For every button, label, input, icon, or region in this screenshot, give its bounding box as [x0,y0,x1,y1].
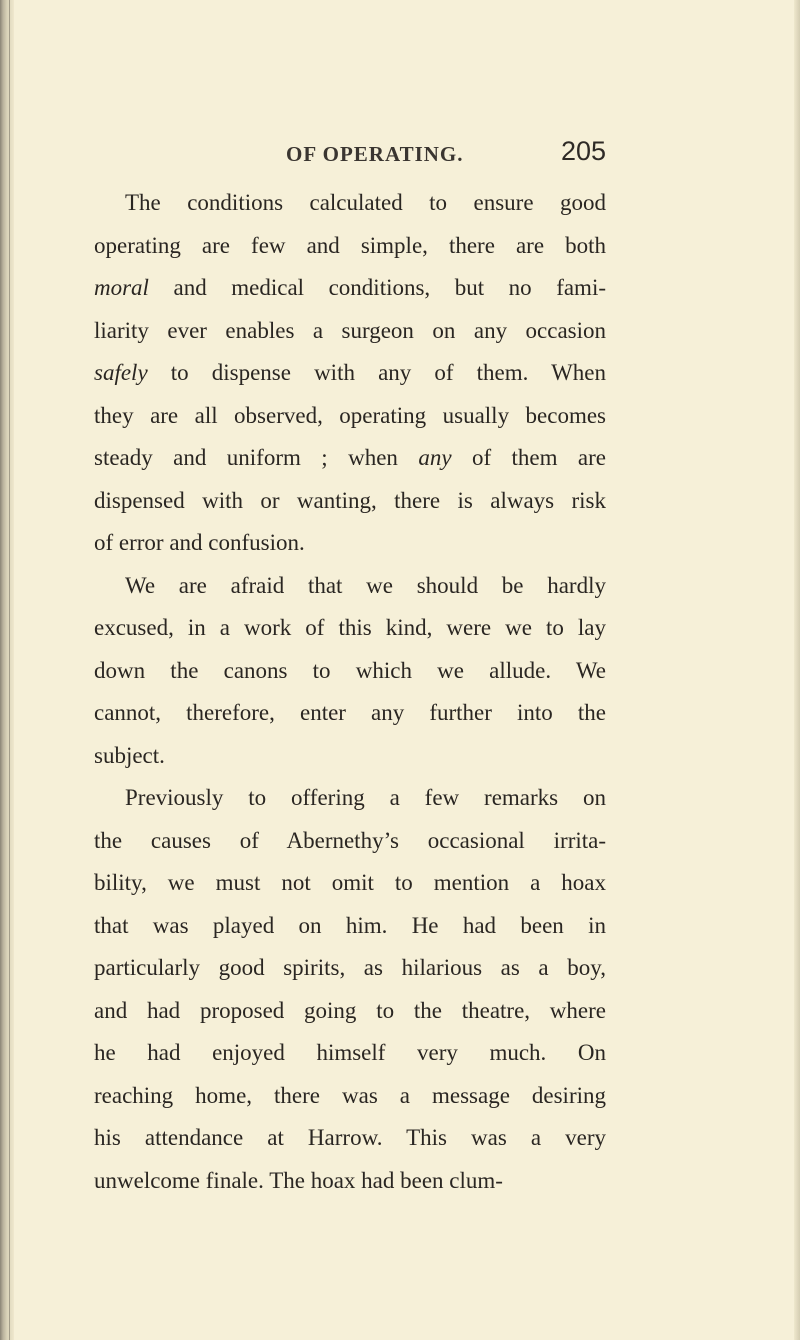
text-run: cannot, therefore, enter any further into the [94,700,606,725]
text-line [94,990,606,1033]
italic-word: any [418,445,452,470]
gutter-binding-line [9,0,10,1340]
text-run: the causes of Abernethy’s occasional irrita- [94,827,606,853]
text-line [94,692,606,735]
text-line [94,820,606,863]
paragraph [94,182,606,565]
text-line [94,1117,606,1160]
text-line [94,1075,606,1118]
paragraph [94,777,606,1202]
text-run: to dispense with any of them. When [147,360,606,385]
text-run: and medical conditions, but no fami- [148,275,606,300]
text-run: and had proposed going to the theatre, where [94,997,606,1023]
text-run: subject. [94,742,165,768]
text-line [94,650,606,693]
text-line [94,862,606,905]
text-line [94,607,606,650]
running-head [94,136,606,172]
text-run: Previously to offering a few remarks on [125,785,606,810]
paragraph [94,565,606,778]
text-run: that was played on him. He had been in [94,912,606,938]
text-run: bility, we must not omit to mention a hoax [94,870,606,895]
text-line [94,480,606,523]
page-edge [794,0,800,1340]
text-run: they are all observed, operating usually becomes [94,402,606,428]
text-run: liarity ever enables a surgeon on any occasion [94,317,606,343]
text-line [94,905,606,948]
text-line [94,267,606,310]
text-line [94,522,606,565]
text-line [94,565,606,608]
text-line [94,182,606,225]
text-run: steady and uniform ; when [94,445,419,470]
text-line [94,310,606,353]
text-run: his attendance at Harrow. This was a very [94,1125,606,1150]
text-line [94,225,606,268]
text-run: operating are few and simple, there are both [94,232,606,258]
text-line [94,1032,606,1075]
text-run: dispensed with or wanting, there is always risk [94,487,606,513]
text-line [94,1160,606,1203]
text-line [94,395,606,438]
text-run: We are afraid that we should be hardly [125,572,606,598]
text-line [94,947,606,990]
text-run: of them are [451,445,606,470]
text-line [94,735,606,778]
text-run: down the canons to which we allude. We [94,657,606,683]
text-line [94,352,606,395]
page-number: 205 [560,136,606,166]
text-run: unwelcome finale. The hoax had been clum- [94,1167,503,1193]
text-run: he had enjoyed himself very much. On [94,1040,606,1065]
body-text [94,182,606,1202]
text-line [94,437,606,480]
running-head-title: OF OPERATING. [286,142,464,166]
book-page [94,136,606,1202]
text-run: particularly good spirits, as hilarious as a boy, [94,955,606,980]
text-run: excused, in a work of this kind, were we to lay [94,615,606,640]
text-run: of error and confusion. [94,530,305,555]
book-gutter [0,0,14,1340]
italic-word: safely [94,360,148,385]
text-run: The conditions calculated to ensure good [125,190,606,215]
italic-word: moral [94,275,149,300]
text-run: reaching home, there was a message desiring [94,1082,606,1108]
text-line [94,777,606,820]
